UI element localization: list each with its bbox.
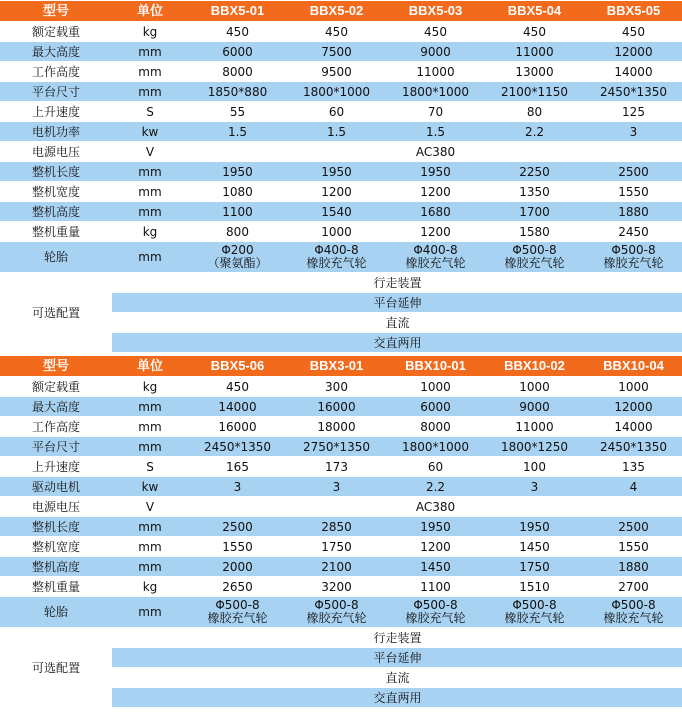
value-line: Φ500-8 — [314, 598, 359, 612]
value-cell: 1850*880 — [188, 82, 287, 101]
row-unit: kg — [112, 377, 188, 396]
value-line: Φ500-8 — [611, 243, 656, 257]
value-cell: 11000 — [485, 42, 584, 61]
row-unit: mm — [112, 182, 188, 201]
table-row — [0, 417, 682, 436]
row-unit: mm — [112, 202, 188, 221]
table-row — [0, 477, 682, 496]
value-cell: 80 — [485, 102, 584, 121]
row-unit: kw — [112, 477, 188, 496]
value-cell: 1550 — [584, 182, 682, 201]
value-cell: 8000 — [386, 417, 485, 436]
value-cell: 1100 — [386, 577, 485, 596]
value-cell: 1450 — [386, 557, 485, 576]
row-unit: mm — [112, 62, 188, 81]
value-cell: 3 — [584, 122, 682, 141]
value-cell: 1950 — [188, 162, 287, 181]
header-model: 型号 — [0, 356, 112, 376]
value-cell: 60 — [287, 102, 386, 121]
value-cell: 1000 — [386, 377, 485, 396]
value-line: Φ400-8 — [314, 243, 359, 257]
value-cell — [485, 242, 584, 272]
option-item: 平台延伸 — [112, 648, 682, 667]
value-line: Φ400-8 — [413, 243, 458, 257]
value-cell: 3 — [287, 477, 386, 496]
value-cell: 450 — [386, 22, 485, 41]
row-label: 工作高度 — [0, 417, 112, 436]
value-cell: 165 — [188, 457, 287, 476]
value-cell: 3 — [485, 477, 584, 496]
row-unit: kg — [112, 577, 188, 596]
row-label: 最大高度 — [0, 397, 112, 416]
row-unit: mm — [112, 537, 188, 556]
value-cell: 2850 — [287, 517, 386, 536]
row-label: 整机高度 — [0, 557, 112, 576]
row-unit: mm — [112, 597, 188, 627]
spec-table-body — [0, 1, 682, 707]
value-cell: 70 — [386, 102, 485, 121]
value-cell: 9000 — [386, 42, 485, 61]
row-label: 平台尺寸 — [0, 437, 112, 456]
value-cell: 1700 — [485, 202, 584, 221]
option-item: 直流 — [112, 668, 682, 687]
table-row — [0, 397, 682, 416]
row-unit: kw — [112, 122, 188, 141]
merged-value: AC380 — [188, 142, 682, 161]
row-unit: mm — [112, 437, 188, 456]
value-cell: 1.5 — [386, 122, 485, 141]
header-model-code: BBX10-02 — [485, 356, 584, 376]
value-cell: 1800*1000 — [386, 82, 485, 101]
row-label: 驱动电机 — [0, 477, 112, 496]
value-cell — [584, 242, 682, 272]
option-row — [0, 628, 682, 647]
value-line: Φ500-8 — [215, 598, 260, 612]
value-cell: 2100*1150 — [485, 82, 584, 101]
value-cell: 1750 — [287, 537, 386, 556]
value-cell: 173 — [287, 457, 386, 476]
value-cell: 2500 — [584, 162, 682, 181]
row-label: 整机长度 — [0, 517, 112, 536]
row-label: 电源电压 — [0, 142, 112, 161]
value-cell: 1000 — [584, 377, 682, 396]
row-label: 上升速度 — [0, 457, 112, 476]
value-line: 橡胶充气轮 — [504, 611, 565, 625]
value-cell: 1510 — [485, 577, 584, 596]
value-cell: 1100 — [188, 202, 287, 221]
value-cell: 2450*1350 — [584, 82, 682, 101]
table-row — [0, 182, 682, 201]
options-label: 可选配置 — [0, 273, 112, 352]
value-cell: 300 — [287, 377, 386, 396]
table-row — [0, 42, 682, 61]
separator-cell — [0, 353, 682, 355]
value-line: Φ500-8 — [512, 598, 557, 612]
row-label: 电机功率 — [0, 122, 112, 141]
value-cell — [188, 242, 287, 272]
table-row — [0, 457, 682, 476]
value-cell — [287, 242, 386, 272]
value-cell: 1000 — [485, 377, 584, 396]
table-row — [0, 437, 682, 456]
row-unit: V — [112, 497, 188, 516]
value-cell: 1880 — [584, 202, 682, 221]
value-cell: 135 — [584, 457, 682, 476]
value-cell: 450 — [584, 22, 682, 41]
value-cell: 1200 — [386, 222, 485, 241]
row-label: 整机重量 — [0, 222, 112, 241]
row-unit: S — [112, 102, 188, 121]
value-cell: 1550 — [188, 537, 287, 556]
row-label: 额定载重 — [0, 377, 112, 396]
value-cell: 6000 — [386, 397, 485, 416]
value-cell: 2000 — [188, 557, 287, 576]
value-cell: 3 — [188, 477, 287, 496]
value-line: 橡胶充气轮 — [405, 611, 466, 625]
row-label: 轮胎 — [0, 242, 112, 272]
value-cell: 12000 — [584, 397, 682, 416]
value-cell — [386, 597, 485, 627]
row-label: 整机长度 — [0, 162, 112, 181]
value-cell: 2.2 — [485, 122, 584, 141]
value-cell: 1950 — [386, 162, 485, 181]
value-cell: 1200 — [287, 182, 386, 201]
table-row — [0, 537, 682, 556]
value-cell: 12000 — [584, 42, 682, 61]
value-line: 橡胶充气轮 — [603, 611, 664, 625]
header-model-code: BBX10-04 — [584, 356, 682, 376]
row-label: 上升速度 — [0, 102, 112, 121]
option-item: 行走装置 — [112, 273, 682, 292]
row-label: 最大高度 — [0, 42, 112, 61]
value-cell: 16000 — [287, 397, 386, 416]
value-cell: 18000 — [287, 417, 386, 436]
value-cell: 450 — [188, 377, 287, 396]
value-cell: 4 — [584, 477, 682, 496]
row-unit: mm — [112, 417, 188, 436]
value-cell: 2500 — [188, 517, 287, 536]
value-line: 橡胶充气轮 — [306, 611, 367, 625]
value-line: Φ500-8 — [611, 598, 656, 612]
row-label: 轮胎 — [0, 597, 112, 627]
value-line: 橡胶充气轮 — [207, 611, 268, 625]
value-cell: 2.2 — [386, 477, 485, 496]
value-cell: 1580 — [485, 222, 584, 241]
value-cell: 1200 — [386, 182, 485, 201]
row-unit: mm — [112, 242, 188, 272]
value-cell: 6000 — [188, 42, 287, 61]
value-line: （聚氨酯） — [207, 256, 268, 270]
row-unit: mm — [112, 397, 188, 416]
value-cell — [287, 597, 386, 627]
row-label: 电源电压 — [0, 497, 112, 516]
value-line: 橡胶充气轮 — [306, 256, 367, 270]
value-cell: 1680 — [386, 202, 485, 221]
value-cell: 60 — [386, 457, 485, 476]
table-row — [0, 517, 682, 536]
row-label: 整机宽度 — [0, 182, 112, 201]
value-cell: 14000 — [584, 62, 682, 81]
header-row — [0, 356, 682, 376]
value-line: 橡胶充气轮 — [504, 256, 565, 270]
table-row — [0, 82, 682, 101]
header-model-code: BBX10-01 — [386, 356, 485, 376]
table-row — [0, 222, 682, 241]
row-label: 额定载重 — [0, 22, 112, 41]
row-label: 整机重量 — [0, 577, 112, 596]
value-cell: 1540 — [287, 202, 386, 221]
header-model-code: BBX5-02 — [287, 1, 386, 21]
option-item: 交直两用 — [112, 333, 682, 352]
header-model: 型号 — [0, 1, 112, 21]
value-cell: 1800*1250 — [485, 437, 584, 456]
header-unit: 单位 — [112, 356, 188, 376]
value-cell: 16000 — [188, 417, 287, 436]
value-cell: 450 — [188, 22, 287, 41]
table-row — [0, 557, 682, 576]
value-line: Φ500-8 — [413, 598, 458, 612]
value-cell: 1.5 — [287, 122, 386, 141]
row-unit: V — [112, 142, 188, 161]
value-cell: 450 — [287, 22, 386, 41]
option-row — [0, 273, 682, 292]
value-cell: 13000 — [485, 62, 584, 81]
value-cell: 1950 — [386, 517, 485, 536]
header-model-code: BBX5-01 — [188, 1, 287, 21]
table-row — [0, 577, 682, 596]
options-label: 可选配置 — [0, 628, 112, 707]
table-row — [0, 497, 682, 516]
option-item: 行走装置 — [112, 628, 682, 647]
value-cell: 1950 — [287, 162, 386, 181]
value-cell: 2500 — [584, 517, 682, 536]
value-cell: 100 — [485, 457, 584, 476]
value-cell: 1350 — [485, 182, 584, 201]
row-label: 整机宽度 — [0, 537, 112, 556]
value-cell: 1.5 — [188, 122, 287, 141]
value-cell: 1800*1000 — [287, 82, 386, 101]
value-cell: 2100 — [287, 557, 386, 576]
value-cell: 55 — [188, 102, 287, 121]
table-row — [0, 202, 682, 221]
row-label: 整机高度 — [0, 202, 112, 221]
header-model-code: BBX5-05 — [584, 1, 682, 21]
row-label: 工作高度 — [0, 62, 112, 81]
value-cell: 3200 — [287, 577, 386, 596]
row-unit: mm — [112, 517, 188, 536]
option-item: 平台延伸 — [112, 293, 682, 312]
value-cell — [485, 597, 584, 627]
value-cell: 9000 — [485, 397, 584, 416]
value-cell: 450 — [485, 22, 584, 41]
row-unit: mm — [112, 42, 188, 61]
table-row — [0, 142, 682, 161]
value-line: Φ200 — [221, 243, 254, 257]
row-unit: mm — [112, 162, 188, 181]
table-row — [0, 242, 682, 272]
table-row — [0, 22, 682, 41]
row-unit: mm — [112, 557, 188, 576]
value-line: 橡胶充气轮 — [603, 256, 664, 270]
header-model-code: BBX5-06 — [188, 356, 287, 376]
value-cell — [584, 597, 682, 627]
value-cell: 1800*1000 — [386, 437, 485, 456]
value-cell — [386, 242, 485, 272]
value-cell: 1000 — [287, 222, 386, 241]
row-unit: kg — [112, 222, 188, 241]
table-row — [0, 377, 682, 396]
value-line: 橡胶充气轮 — [405, 256, 466, 270]
value-cell: 14000 — [584, 417, 682, 436]
value-cell: 2450 — [584, 222, 682, 241]
header-unit: 单位 — [112, 1, 188, 21]
value-cell: 14000 — [188, 397, 287, 416]
value-cell — [188, 597, 287, 627]
value-cell: 1880 — [584, 557, 682, 576]
table-row — [0, 162, 682, 181]
value-cell: 125 — [584, 102, 682, 121]
value-cell: 11000 — [485, 417, 584, 436]
value-cell: 1080 — [188, 182, 287, 201]
table-row — [0, 122, 682, 141]
value-cell: 1450 — [485, 537, 584, 556]
table-row — [0, 62, 682, 81]
row-unit: S — [112, 457, 188, 476]
value-cell: 2450*1350 — [188, 437, 287, 456]
table-separator — [0, 353, 682, 355]
option-item: 交直两用 — [112, 688, 682, 707]
value-cell: 1950 — [485, 517, 584, 536]
value-cell: 1550 — [584, 537, 682, 556]
value-cell: 8000 — [188, 62, 287, 81]
table-row — [0, 102, 682, 121]
value-cell: 2450*1350 — [584, 437, 682, 456]
value-cell: 2650 — [188, 577, 287, 596]
header-row — [0, 1, 682, 21]
value-cell: 2250 — [485, 162, 584, 181]
value-cell: 1200 — [386, 537, 485, 556]
value-cell: 2700 — [584, 577, 682, 596]
row-unit: mm — [112, 82, 188, 101]
value-cell: 2750*1350 — [287, 437, 386, 456]
value-cell: 1750 — [485, 557, 584, 576]
row-unit: kg — [112, 22, 188, 41]
merged-value: AC380 — [188, 497, 682, 516]
header-model-code: BBX3-01 — [287, 356, 386, 376]
header-model-code: BBX5-04 — [485, 1, 584, 21]
table-row — [0, 597, 682, 627]
row-label: 平台尺寸 — [0, 82, 112, 101]
value-line: Φ500-8 — [512, 243, 557, 257]
value-cell: 800 — [188, 222, 287, 241]
option-item: 直流 — [112, 313, 682, 332]
value-cell: 9500 — [287, 62, 386, 81]
value-cell: 11000 — [386, 62, 485, 81]
header-model-code: BBX5-03 — [386, 1, 485, 21]
value-cell: 7500 — [287, 42, 386, 61]
